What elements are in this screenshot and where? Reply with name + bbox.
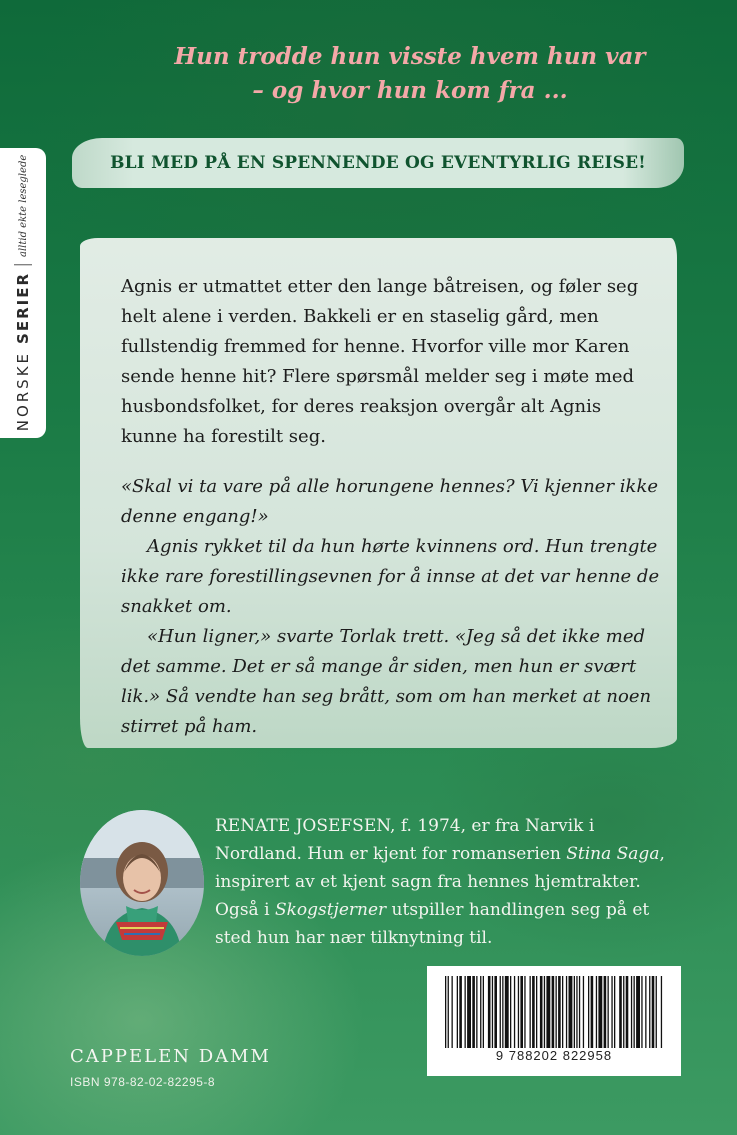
barcode-bar (626, 976, 629, 1048)
barcode-bar (588, 976, 589, 1048)
barcode-bar (562, 976, 563, 1048)
barcode-bar (467, 976, 471, 1048)
barcode-bar (598, 976, 602, 1048)
barcode-bar (544, 976, 545, 1048)
barcode-bar (518, 976, 519, 1048)
isbn: ISBN 978-82-02-82295-8 (70, 1075, 216, 1089)
series-brand-second: SERIER (14, 271, 32, 344)
barcode-bar (465, 976, 466, 1048)
barcode-bar (536, 976, 537, 1048)
hook-line-2: – og hvor hun kom fra ... (252, 77, 568, 104)
barcode-bar (459, 976, 462, 1048)
barcode-bar (500, 976, 501, 1048)
hook-line-1: Hun trodde hun visste hvem hun var (174, 43, 646, 70)
author-portrait-illustration (80, 810, 204, 956)
barcode-bar (552, 976, 555, 1048)
barcode-bar (445, 976, 446, 1048)
barcode-bar (634, 976, 635, 1048)
barcode-bar (505, 976, 509, 1048)
barcode-bar (514, 976, 515, 1048)
barcode-bar (457, 976, 458, 1048)
barcode-bar (596, 976, 597, 1048)
barcode-bar (631, 976, 632, 1048)
barcode-bar (566, 976, 567, 1048)
barcode-bar (645, 976, 646, 1048)
barcode-bar (494, 976, 497, 1048)
barcode-bar (656, 976, 657, 1048)
excerpt-paragraph-2: Agnis rykket til da hun hørte kvinnens ord. Hun trengte ikke rare forestillingsevnen for å innse at det var henne de snakket om. (121, 536, 660, 617)
barcode-bar (576, 976, 577, 1048)
book-title: Skogstjerner (274, 900, 387, 920)
barcode-bar (574, 976, 575, 1048)
barcode-bar (623, 976, 624, 1048)
barcode-bar (558, 976, 561, 1048)
blurb-summary: Agnis er utmattet etter den lange båtreisen, og føler seg helt alene i verden. Bakkeli er en staselig gård, men fullstendig fremmed for henne. Hvorfor ville mor Karen sende henne hit? Flere spørsmål melder seg i møte med husbondsfolket, for deres reaksjon overgår alt Agnis kunne ha forestilt seg. (121, 276, 639, 447)
series-title: Stina Saga (566, 844, 660, 864)
barcode-bar (579, 976, 580, 1048)
barcode-bar (472, 976, 475, 1048)
series-brand-first: NORSKE (14, 350, 32, 432)
barcode-bar (510, 976, 511, 1048)
barcode-bar (480, 976, 481, 1048)
barcode-bar (502, 976, 503, 1048)
barcode-bar (520, 976, 523, 1048)
author-photo (80, 810, 204, 956)
hook-text (110, 40, 710, 108)
barcode-bar (604, 976, 607, 1048)
barcode-bar (569, 976, 573, 1048)
series-tagline: alltid ekte leseglede (17, 154, 29, 257)
barcode-bar (652, 976, 655, 1048)
barcode-bar (546, 976, 550, 1048)
barcode-bar (488, 976, 491, 1048)
barcode-bar (583, 976, 584, 1048)
barcode-bar (540, 976, 543, 1048)
barcode-bar (476, 976, 477, 1048)
author-bio-part-2: , inspirert av et kjent sagn fra hennes hjemtrakter. Også i (215, 844, 665, 920)
barcode-bar (591, 976, 594, 1048)
tab-divider (14, 264, 32, 265)
banner-text: BLI MED PÅ EN SPENNENDE OG EVENTYRLIG REISE! (110, 153, 646, 173)
excerpt-paragraph-3: «Hun ligner,» svarte Torlak trett. «Jeg så det ikke med det samme. Det er så mange år siden, men hun er svært lik.» Så vendte han seg brått, som om han merket at noen stirret på ham. (121, 626, 652, 737)
barcode-bar (661, 976, 662, 1048)
barcode-bar (448, 976, 449, 1048)
barcode-bar (636, 976, 640, 1048)
author-bio-part-1: RENATE JOSEFSEN, f. 1974, er fra Narvik i Nordland. Hun er kjent for romanserien (215, 816, 595, 864)
barcode-bars (445, 976, 663, 1048)
barcode (427, 966, 681, 1076)
barcode-bar (530, 976, 531, 1048)
author-bio-part-3: utspiller handlingen seg på et sted hun har nær tilknytning til. (215, 900, 650, 948)
barcode-bar (483, 976, 484, 1048)
barcode-bar (524, 976, 525, 1048)
barcode-digits: 9 788202 822958 (495, 1048, 613, 1063)
series-label (14, 155, 32, 432)
publisher-logo: CAPPELEN DAMM (70, 1046, 271, 1067)
barcode-bar (611, 976, 612, 1048)
barcode-bar (614, 976, 615, 1048)
barcode-bar (556, 976, 557, 1048)
banner (72, 138, 684, 188)
author-bio (215, 812, 685, 952)
barcode-bar (641, 976, 642, 1048)
barcode-bar (649, 976, 650, 1048)
barcode-bar (492, 976, 493, 1048)
excerpt-paragraph-1: «Skal vi ta vare på alle horungene hennes? Vi kjenner ikke denne engang!» (121, 476, 659, 527)
barcode-bar (608, 976, 609, 1048)
barcode-bar (619, 976, 622, 1048)
barcode-bar (452, 976, 453, 1048)
barcode-bar (532, 976, 535, 1048)
blurb (121, 272, 661, 742)
